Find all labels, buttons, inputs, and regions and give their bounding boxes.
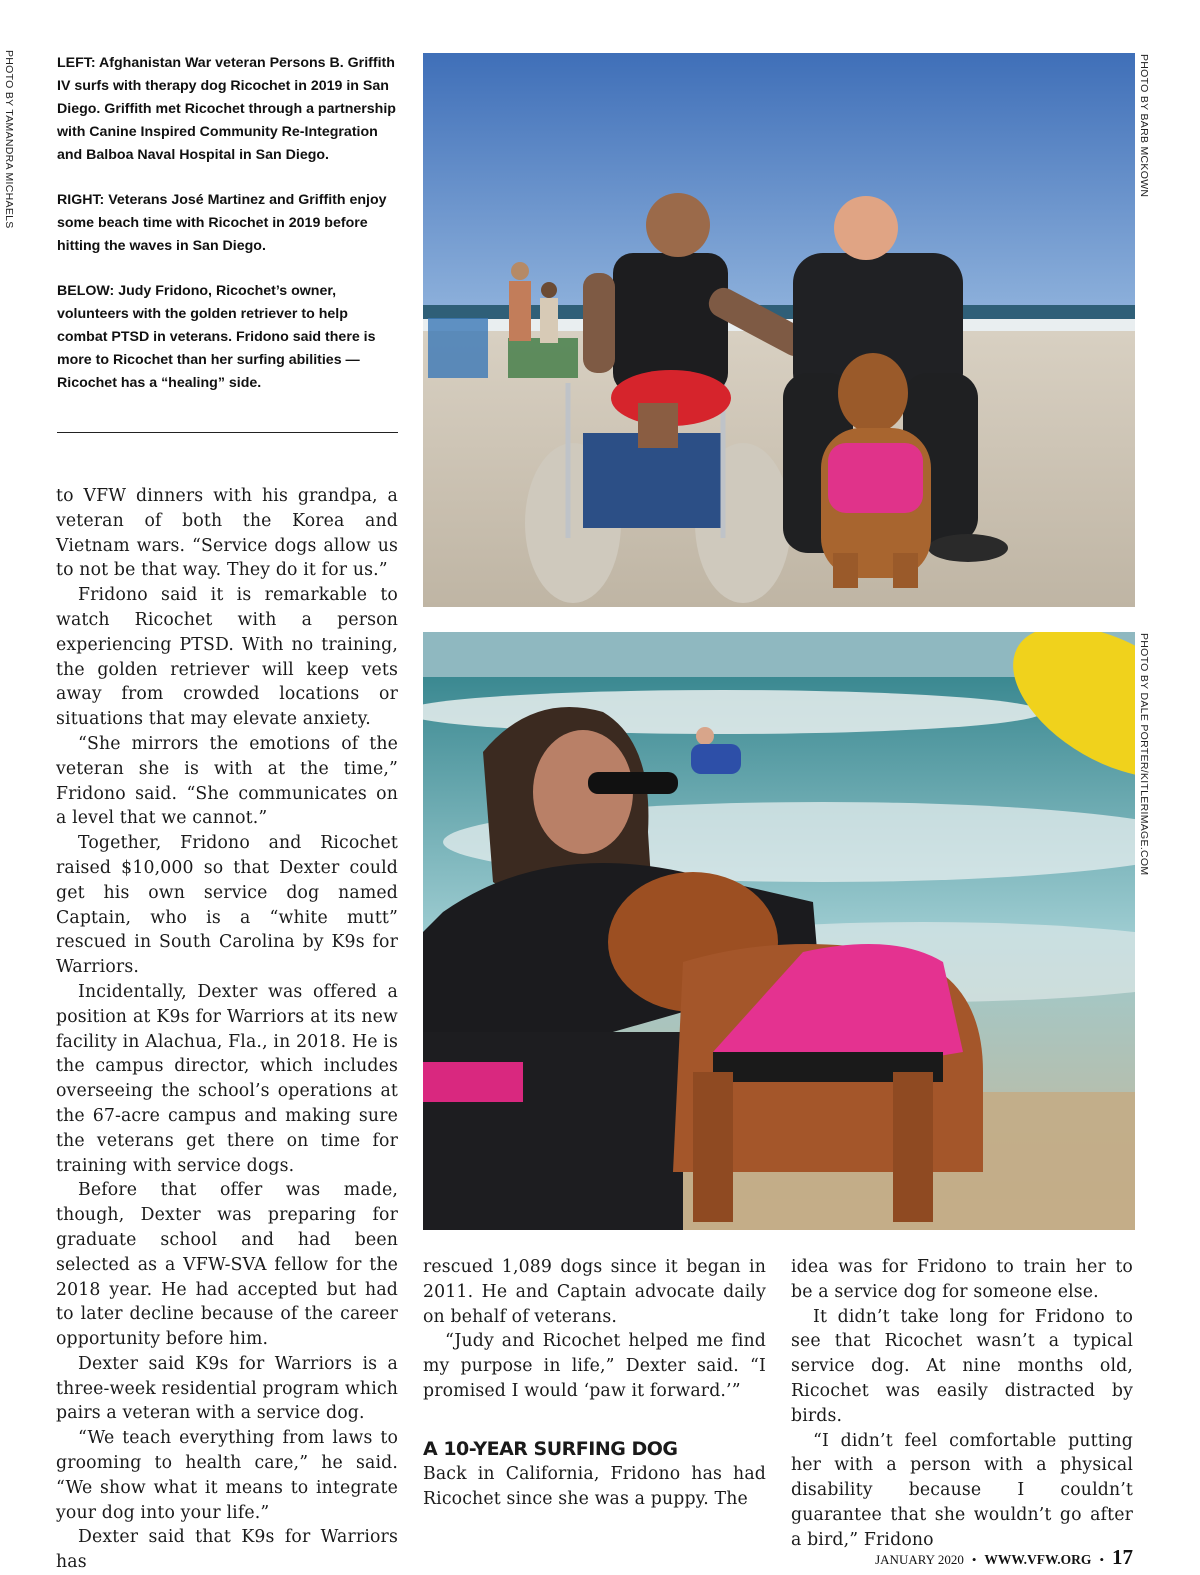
- photo-captions: [57, 52, 397, 417]
- col1-para-1: to VFW dinners with his grandpa, a veteran of both the Korea and Vietnam wars. “Service dogs allow us to not be that way. They do it for us.”: [56, 486, 398, 581]
- page-number: 17: [1112, 1545, 1133, 1569]
- surf-dog-photo: [423, 632, 1135, 1230]
- website-link[interactable]: WWW.VFW.ORG: [984, 1552, 1092, 1567]
- col1-para-4: Together, Fridono and Ricochet raised $10,000 so that Dexter could get his own service dog named Captain, who is a “white mutt” rescued in South Carolina by K9s for Warriors.: [56, 833, 398, 978]
- col1-para-9: Dexter said that K9s for Warriors has: [56, 1527, 398, 1573]
- col1-para-3: “She mirrors the emotions of the veteran she is with at the time,” Fridono said. “She communicates on a level that we cannot.”: [56, 733, 398, 829]
- body-column-3: [791, 1255, 1133, 1553]
- col2-para-2: “Judy and Ricochet helped me find my purpose in life,” Dexter said. “I promised I would ‘paw it forward.’”: [423, 1331, 766, 1401]
- col2-para-1: rescued 1,089 dogs since it began in 2011. He and Captain advocate daily on behalf of veterans.: [423, 1257, 766, 1327]
- col1-para-7: Dexter said K9s for Warriors is a three-week residential program which pairs a veteran with a service dog.: [56, 1353, 398, 1424]
- photo-credit-top: PHOTO BY BARB MCKOWN: [1138, 54, 1150, 198]
- body-column-2: [423, 1255, 766, 1511]
- photo-credit-left: PHOTO BY TAMANDRA MICHAELS: [3, 50, 15, 229]
- col2-para-3: Back in California, Fridono has had Ricochet since she was a puppy. The: [423, 1463, 766, 1509]
- col1-para-6: Before that offer was made, though, Dexter was preparing for graduate school and had been selected as a VFW-SVA fellow for the 2018 year. He had accepted but had to later decline because of the career opportunity before him.: [56, 1180, 398, 1350]
- col3-para-3: “I didn’t feel comfortable putting her with a person with a physical disability because I couldn’t guarantee that she wouldn’t go after a bird,” Fridono: [791, 1430, 1133, 1550]
- page-footer: [875, 1545, 1133, 1570]
- caption-below: BELOW: Judy Fridono, Ricochet’s owner, volunteers with the golden retriever to help combat PTSD in veterans. Fridono said there is more to Ricochet than her surfing abilities — Ricochet has a “healing” side.: [57, 283, 376, 391]
- beach-veterans-photo: [423, 53, 1135, 607]
- body-column-1: [56, 484, 398, 1575]
- footer-bullet: •: [971, 1552, 977, 1567]
- photo-credit-bottom: PHOTO BY DALE PORTER/KITLERIMAGE.COM: [1138, 633, 1150, 876]
- section-heading: A 10-YEAR SURFING DOG: [423, 1437, 678, 1460]
- caption-right: RIGHT: Veterans José Martinez and Griffith enjoy some beach time with Ricochet in 2019 before hitting the waves in San Diego.: [57, 192, 387, 254]
- col1-para-8: “We teach everything from laws to grooming to health care,” he said. “We show what it means to integrate your dog into your life.”: [56, 1428, 398, 1523]
- col1-para-2: Fridono said it is remarkable to watch Ricochet with a person experiencing PTSD. With no training, the golden retriever will keep vets away from crowded locations or situations that may elevate anxiety.: [56, 585, 398, 730]
- col3-para-2: It didn’t take long for Fridono to see that Ricochet wasn’t a typical service dog. At nine months old, Ricochet was easily distracted by birds.: [791, 1306, 1133, 1426]
- caption-divider: [57, 432, 398, 433]
- col3-para-1: idea was for Fridono to train her to be a service dog for someone else.: [791, 1257, 1133, 1302]
- issue-date: JANUARY 2020: [875, 1552, 964, 1567]
- caption-left: LEFT: Afghanistan War veteran Persons B. Griffith IV surfs with therapy dog Ricochet in 2019 in San Diego. Griffith met Ricochet through a partnership with Canine Inspired Community Re-Integration and Balboa Naval Hospital in San Diego.: [57, 55, 396, 163]
- col1-para-5: Incidentally, Dexter was offered a position at K9s for Warriors at its new facility in Alachua, Fla., in 2018. He is the campus director, which includes overseeing the school’s operations at the 67-acre campus and making sure the veterans get there on time for training with service dogs.: [56, 981, 398, 1176]
- footer-bullet-2: •: [1099, 1552, 1104, 1567]
